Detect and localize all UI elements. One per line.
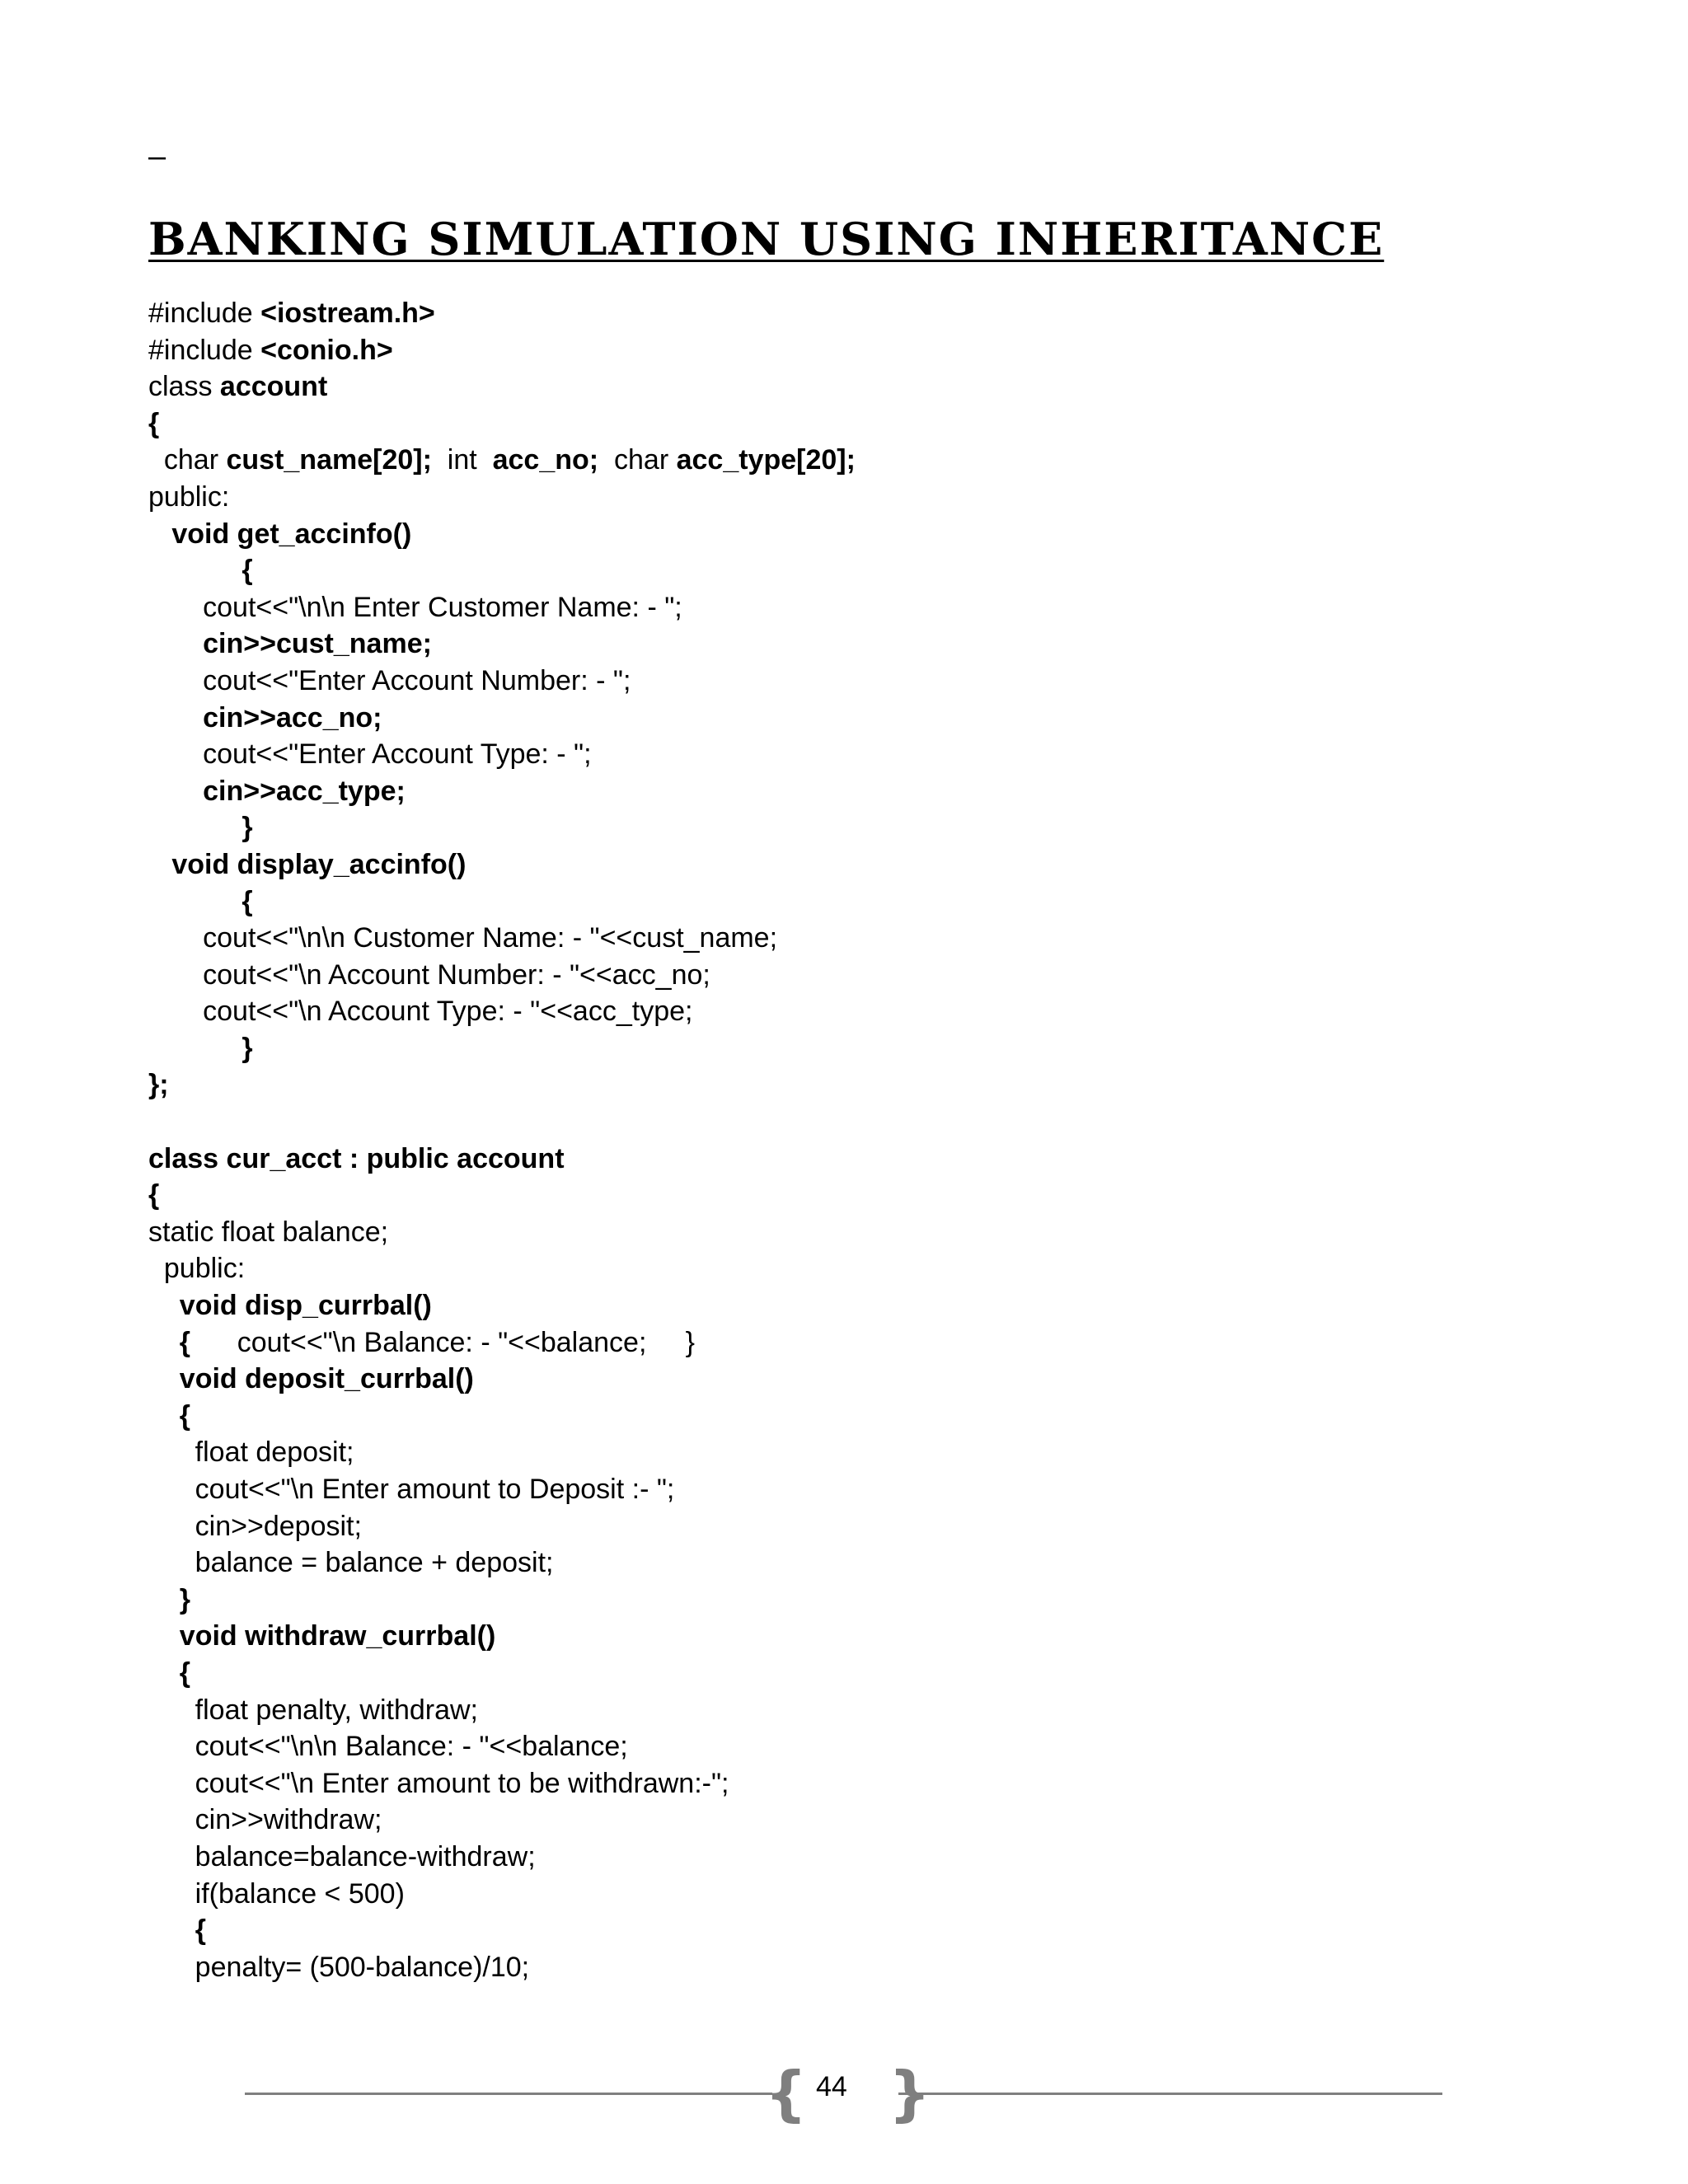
code-segment: { [148,1179,160,1212]
code-segment: cout<<"\n Enter amount to Deposit :- "; [148,1474,675,1505]
code-line [148,442,1632,479]
code-segment [148,1363,180,1394]
code-line [148,993,1632,1030]
code-segment [148,555,241,586]
code-segment: cout<<"\n Account Type: - "<<acc_type; [148,996,693,1028]
code-segment: cout<<"\n\n Balance: - "<<balance; [148,1731,628,1763]
code-segment: } [241,812,253,844]
code-line [148,1544,1632,1582]
code-segment [148,1033,241,1064]
code-line [148,1287,1632,1324]
code-line [148,1692,1632,1729]
code-segment: cin>>deposit; [148,1510,362,1542]
code-line [148,1508,1632,1545]
code-line [148,1361,1632,1398]
code-segment: acc_no; [492,444,599,476]
code-segment: void display_accinfo() [171,848,467,880]
code-segment: public: [148,1253,246,1285]
code-line [148,1250,1632,1287]
dash-mark: – [148,139,166,174]
code-segment: }; [148,1069,169,1101]
code-segment [148,1400,180,1432]
code-line [148,663,1632,700]
code-line [148,1471,1632,1508]
code-segment: cout<<"\n Balance: - "<<balance; } [190,1326,695,1358]
code-segment [148,849,171,880]
code-segment [148,776,203,807]
footer-rule-right [898,2093,1442,2095]
code-segment: cout<<"Enter Account Number: - "; [148,664,631,696]
code-segment: cust_name[20]; [226,444,432,476]
code-listing [148,295,1632,1985]
code-segment: if(balance < 500) [148,1877,405,1910]
code-line [148,957,1632,994]
code-segment: class cur_acct : public account [148,1142,565,1174]
code-line [148,1141,1632,1178]
code-segment: { [179,1326,191,1358]
code-segment: void deposit_currbal() [179,1363,474,1395]
code-segment [148,812,241,843]
code-line [148,295,1632,332]
code-segment [148,628,203,659]
code-line [148,1655,1632,1692]
code-line [148,1398,1632,1435]
code-line [148,1324,1632,1361]
code-line [148,1765,1632,1802]
code-segment: { [195,1915,206,1947]
code-line [148,1876,1632,1913]
code-segment: void withdraw_currbal() [179,1620,496,1652]
code-line [148,479,1632,516]
code-segment [148,1915,195,1946]
page-number-bracket-right: } [889,2059,931,2128]
code-line [148,1434,1632,1471]
code-segment: void get_accinfo() [171,518,412,550]
code-segment: balance=balance-withdraw; [148,1840,536,1872]
code-segment: int [431,444,493,476]
code-segment: static float balance; [148,1216,389,1248]
code-line [148,700,1632,737]
code-line [148,552,1632,589]
code-segment: cout<<"\n Enter amount to be withdrawn:-"; [148,1767,729,1799]
code-segment: cout<<"\n Account Number: - "<<acc_no; [148,958,710,991]
code-line [148,1912,1632,1949]
code-line [148,773,1632,810]
code-line [148,1949,1632,1986]
code-segment: float penalty, withdraw; [148,1694,478,1726]
page-number-bracket-left: { [765,2059,808,2128]
code-segment: { [241,555,253,587]
code-line [148,1104,1632,1141]
code-segment: { [148,407,160,439]
footer-rule-left [245,2093,772,2095]
code-line [148,809,1632,846]
code-line [148,1066,1632,1104]
code-segment [148,886,241,917]
code-segment: float deposit; [148,1436,354,1469]
code-segment: void disp_currbal() [179,1290,432,1322]
code-segment: public: [148,480,230,513]
code-segment: cin>>withdraw; [148,1804,382,1836]
code-line [148,405,1632,443]
code-line [148,1802,1632,1839]
code-line [148,1618,1632,1655]
code-line [148,368,1632,405]
code-segment: { [179,1657,191,1689]
code-line [148,1030,1632,1067]
code-line [148,736,1632,773]
code-segment [148,702,203,733]
code-segment: cout<<"\n\n Customer Name: - "<<cust_name; [148,922,778,954]
code-line [148,1582,1632,1619]
code-segment: class [148,371,220,403]
code-line [148,920,1632,957]
code-segment: char [148,444,227,476]
code-segment: penalty= (500-balance)/10; [148,1951,530,1983]
code-segment: cin>>cust_name; [203,628,432,660]
code-segment: account [219,371,328,403]
code-segment: #include [148,298,261,329]
code-line [148,332,1632,369]
code-segment: { [179,1399,191,1432]
code-segment: balance = balance + deposit; [148,1547,554,1579]
code-line [148,589,1632,626]
code-segment: cout<<"\n\n Enter Customer Name: - "; [148,591,682,623]
code-segment: } [241,1032,253,1064]
page-number: 44 [816,2071,847,2102]
code-segment: acc_type[20]; [676,444,856,476]
code-segment [148,1657,180,1689]
code-segment: #include [148,334,261,366]
code-segment: char [598,444,677,476]
code-segment: cout<<"Enter Account Type: - "; [148,738,592,771]
code-segment: <conio.h> [260,334,393,366]
code-line [148,1177,1632,1214]
code-segment: } [179,1583,191,1615]
code-segment [148,1327,180,1358]
code-line [148,1839,1632,1876]
code-line [148,1728,1632,1765]
code-segment [148,518,171,550]
code-line [148,846,1632,883]
code-segment: cin>>acc_no; [203,701,382,733]
code-segment [148,1620,180,1652]
code-segment: <iostream.h> [260,298,435,329]
code-segment: { [241,885,253,917]
code-line [148,516,1632,553]
code-line [148,883,1632,921]
code-line [148,1214,1632,1251]
code-line [148,626,1632,663]
code-segment: cin>>acc_type; [203,775,406,807]
code-segment [148,1290,180,1321]
page-title: BANKING SIMULATION USING INHERITANCE [148,213,1385,265]
code-segment [148,1584,180,1615]
